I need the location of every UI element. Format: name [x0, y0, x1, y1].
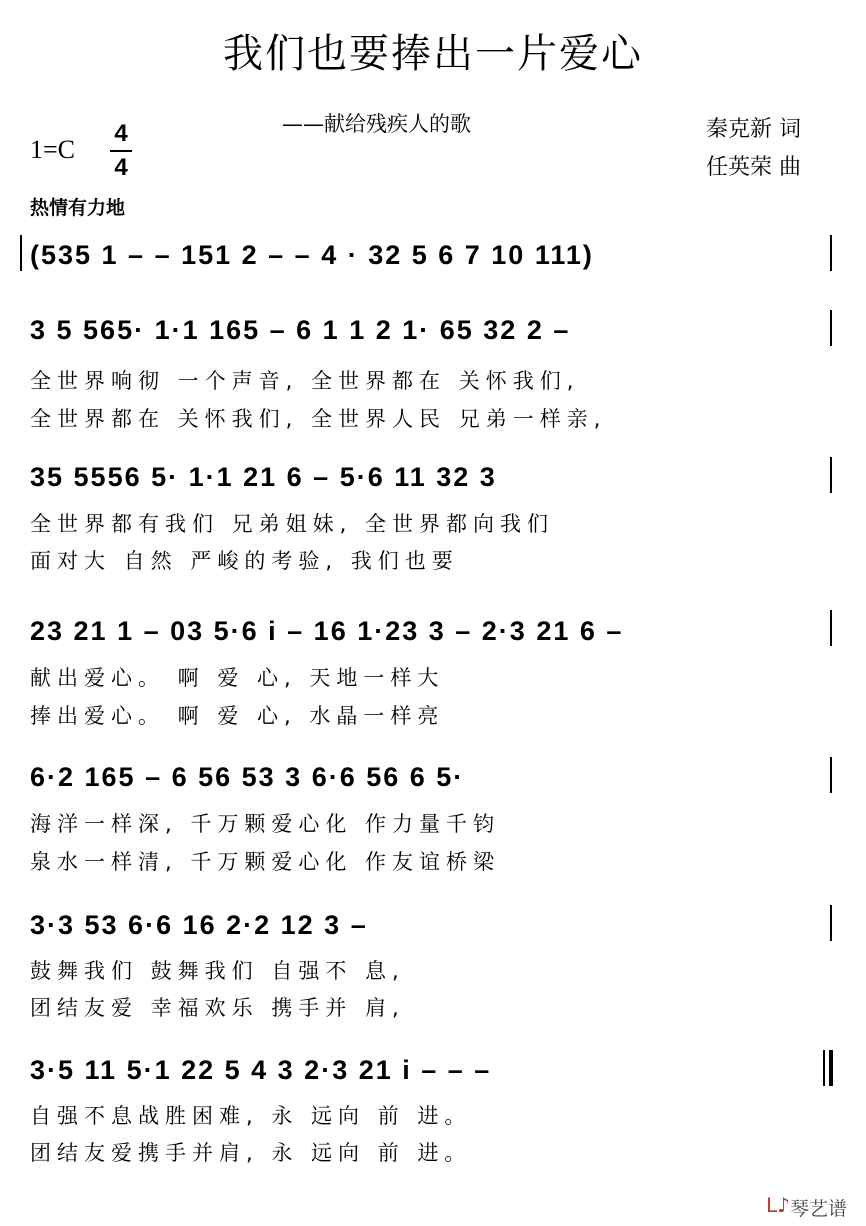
intro-end-barline	[830, 235, 832, 271]
score-row-5-verse-1: 鼓舞我们 鼓舞我们 自强不 息,	[30, 959, 405, 983]
score-row-6-verse-2: 团结友爱携手并肩, 永 远向 前 进。	[30, 1141, 472, 1165]
song-subtitle: ——献给残疾人的歌	[282, 112, 471, 136]
time-signature-bottom: 4	[114, 154, 128, 181]
time-signature-top: 4	[114, 120, 128, 147]
score-row-3-notes: 23 21 1 – 03 5·6 i – 16 1·23 3 – 2·3 21 6 –	[30, 616, 624, 646]
score-row-intro-notes: (535 1 – – 151 2 – – 4 · 32 5 6 7 10 111)	[30, 240, 594, 270]
lyricist-credit: 秦克新 词	[706, 117, 801, 142]
repeat-start-barline	[20, 235, 22, 271]
row-3-end-barline	[830, 610, 832, 646]
score-row-4-verse-2: 泉水一样清, 千万颗爱心化 作友谊桥梁	[30, 850, 501, 874]
score-row-4-notes: 6·2 165 – 6 56 53 3 6·6 56 6 5·	[30, 762, 465, 792]
key-signature: 1=C	[30, 135, 76, 164]
score-row-2-verse-2: 面对大 自然 严峻的考验, 我们也要	[30, 549, 459, 573]
row-5-end-barline	[830, 905, 832, 941]
score-row-6-verse-1: 自强不息战胜困难, 永 远向 前 进。	[30, 1104, 472, 1128]
composer-credit: 任英荣 曲	[706, 155, 801, 180]
score-row-4-verse-1: 海洋一样深, 千万颗爱心化 作力量千钧	[30, 812, 501, 836]
row-1-end-barline	[830, 310, 832, 346]
final-barline-thick	[829, 1050, 833, 1086]
score-row-1-verse-2: 全世界都在 关怀我们, 全世界人民 兄弟一样亲,	[30, 407, 607, 431]
row-4-end-barline	[830, 757, 832, 793]
watermark-logo: ᒪ♪	[766, 1193, 790, 1217]
song-title: 我们也要捧出一片爱心	[223, 31, 643, 77]
tempo-marking: 热情有力地	[30, 197, 126, 219]
score-row-5-notes: 3·3 53 6·6 16 2·2 12 3 –	[30, 910, 368, 940]
score-row-3-verse-2: 捧出爱心。 啊 爱 心, 水晶一样亮	[30, 704, 445, 728]
score-row-5-verse-2: 团结友爱 幸福欢乐 携手并 肩,	[30, 996, 405, 1020]
score-row-1-verse-1: 全世界响彻 一个声音, 全世界都在 关怀我们,	[30, 369, 580, 393]
row-2-end-barline	[830, 457, 832, 493]
watermark-text: 琴艺谱	[790, 1198, 848, 1220]
score-row-3-verse-1: 献出爱心。 啊 爱 心, 天地一样大	[30, 666, 445, 690]
score-row-1-notes: 3 5 565· 1·1 165 – 6 1 1 2 1· 65 32 2 –	[30, 315, 571, 345]
score-row-2-verse-1: 全世界都有我们 兄弟姐妹, 全世界都向我们	[30, 512, 555, 536]
score-row-6-notes: 3·5 11 5·1 22 5 4 3 2·3 21 i – – –	[30, 1055, 492, 1085]
score-row-2-notes: 35 5556 5· 1·1 21 6 – 5·6 11 32 3	[30, 462, 497, 492]
time-signature	[110, 120, 132, 182]
final-barline-thin	[823, 1050, 825, 1086]
